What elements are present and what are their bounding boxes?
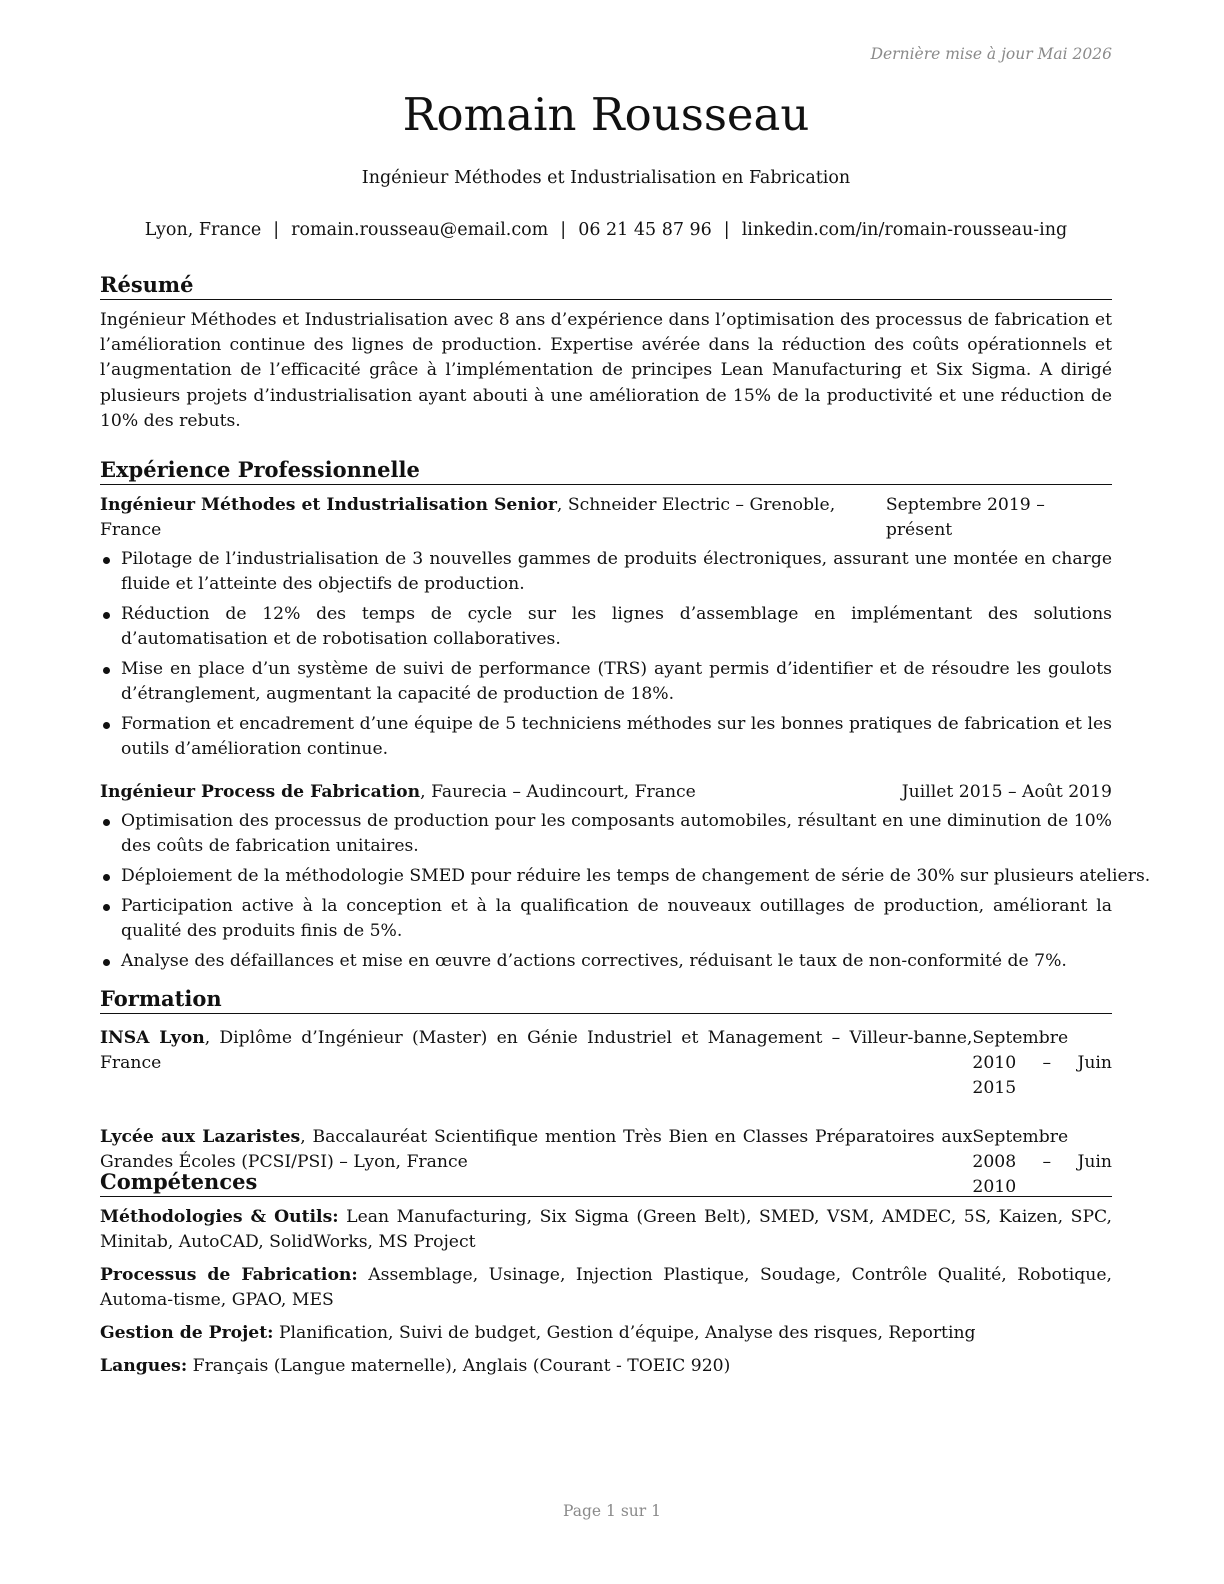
experience-section bbox=[100, 457, 1151, 979]
job-bullet: Formation et encadrement d’une équipe de 5 techniciens méthodes sur les bonnes pratiques de fabrication et les outils d’amélioration continue. bbox=[100, 712, 1112, 762]
education-school: Lycée aux Lazaristes bbox=[100, 1127, 301, 1147]
education-dates: Septembre 2008 – Juin 2010 bbox=[972, 1127, 1112, 1197]
education-school: INSA Lyon bbox=[100, 1028, 205, 1048]
page-number: Page 1 sur 1 bbox=[563, 1502, 661, 1520]
summary-text: Ingénieur Méthodes et Industrialisation avec 8 ans d’expérience dans l’optimisation des processus de fabrication et l’amélioration continue des lignes de production. Expertise avérée dans la réduction des coûts opérationnels et l’augmentation de l’efficacité grâce à l’implémentation de principes Lean Manufacturing et Six Sigma. A dirigé plusieurs projets d’industrialisation ayant abouti à une amélioration de 15% de la productivité et une réduction de 10% des rebuts. bbox=[100, 310, 1112, 431]
job-entry bbox=[100, 493, 1112, 762]
job-header bbox=[100, 780, 1112, 805]
job-bullet: Mise en place d’un système de suivi de performance (TRS) ayant permis d’identifier et de résoudre les goulots d’étranglement, augmentant la capacité de production de 18%. bbox=[100, 657, 1112, 707]
skill-line bbox=[100, 1263, 1112, 1313]
skill-line bbox=[100, 1205, 1112, 1255]
job-entry bbox=[100, 780, 1151, 974]
section-title-education: Formation bbox=[100, 986, 1112, 1014]
job-bullet: Optimisation des processus de production pour les composants automobiles, résultant en une diminution de 10% des coûts de fabrication unitaires. bbox=[100, 809, 1112, 859]
skill-value: Français (Langue maternelle), Anglais (Courant - TOEIC 920) bbox=[187, 1356, 731, 1376]
contact-email[interactable]: romain.rousseau@email.com bbox=[291, 220, 549, 240]
candidate-headline: Ingénieur Méthodes et Industrialisation en Fabrication bbox=[361, 168, 851, 188]
job-dates: Juillet 2015 – Août 2019 bbox=[901, 782, 1112, 802]
job-bullet: Analyse des défaillances et mise en œuvre d’actions correctives, réduisant le taux de non-conformité de 7%. bbox=[100, 949, 1112, 974]
job-company: , Faurecia – Audincourt, France bbox=[420, 782, 696, 802]
job-bullet: Déploiement de la méthodologie SMED pour réduire les temps de changement de série de 30% sur plusieurs ateliers. bbox=[100, 864, 1112, 889]
education-detail: , Baccalauréat Scientifique mention Très Bien en Classes Préparatoires aux Grandes Écoles (PCSI/PSI) – Lyon, France bbox=[100, 1127, 973, 1172]
candidate-name: Romain Rousseau bbox=[402, 88, 810, 141]
section-title-skills: Compétences bbox=[100, 1169, 1112, 1197]
skill-value: Assemblage, Usinage, Injection Plastique, Soudage, Contrôle Qualité, Robotique, Automa-tisme, GPAO, MES bbox=[100, 1265, 1112, 1310]
skill-label: Langues: bbox=[100, 1356, 188, 1376]
skill-value: Lean Manufacturing, Six Sigma (Green Belt), SMED, VSM, AMDEC, 5S, Kaizen, SPC, Minitab, AutoCAD, SolidWorks, MS Project bbox=[100, 1207, 1113, 1252]
contact-location: Lyon, France bbox=[144, 220, 262, 240]
education-section bbox=[100, 986, 1112, 1200]
skill-value: Planification, Suivi de budget, Gestion d’équipe, Analyse des risques, Reporting bbox=[273, 1323, 976, 1343]
contact-separator: | bbox=[723, 220, 730, 240]
job-role: Ingénieur Process de Fabrication bbox=[100, 782, 421, 802]
contact-phone: 06 21 45 87 96 bbox=[578, 220, 712, 240]
job-bullets bbox=[100, 809, 1151, 974]
job-role: Ingénieur Méthodes et Industrialisation Senior bbox=[100, 495, 557, 515]
last-updated: Dernière mise à jour Mai 2026 bbox=[870, 45, 1112, 63]
skills-section bbox=[100, 1169, 1112, 1387]
job-bullets bbox=[100, 547, 1112, 762]
contact-line bbox=[100, 220, 1112, 240]
skill-line bbox=[100, 1354, 1112, 1379]
contact-separator: | bbox=[273, 220, 280, 240]
section-title-experience: Expérience Professionnelle bbox=[100, 457, 1112, 485]
skill-line bbox=[100, 1321, 1112, 1346]
education-entry bbox=[100, 1026, 1112, 1101]
job-bullet: Réduction de 12% des temps de cycle sur les lignes d’assemblage en implémentant des solutions d’automatisation et de robotisation collaboratives. bbox=[100, 602, 1112, 652]
job-header bbox=[100, 493, 1112, 543]
education-dates: Septembre 2010 – Juin 2015 bbox=[972, 1028, 1112, 1098]
skill-label: Processus de Fabrication: bbox=[100, 1265, 358, 1285]
section-title-summary: Résumé bbox=[100, 272, 1112, 300]
skill-label: Méthodologies & Outils: bbox=[100, 1207, 339, 1227]
skill-label: Gestion de Projet: bbox=[100, 1323, 274, 1343]
job-bullet: Pilotage de l’industrialisation de 3 nouvelles gammes de produits électroniques, assurant une montée en charge fluide et l’atteinte des objectifs de production. bbox=[100, 547, 1112, 597]
summary-section bbox=[100, 272, 1112, 434]
contact-linkedin[interactable]: linkedin.com/in/romain-rousseau-ing bbox=[741, 220, 1068, 240]
job-company: , Schneider Electric – Grenoble, France bbox=[100, 495, 836, 540]
contact-separator: | bbox=[560, 220, 567, 240]
job-bullet: Participation active à la conception et à la qualification de nouveaux outillages de production, améliorant la qualité des produits finis de 5%. bbox=[100, 894, 1112, 944]
education-detail: , Diplôme d’Ingénieur (Master) en Génie Industriel et Management – Villeur-banne, France bbox=[100, 1028, 973, 1073]
job-dates: Septembre 2019 – présent bbox=[885, 495, 1045, 540]
